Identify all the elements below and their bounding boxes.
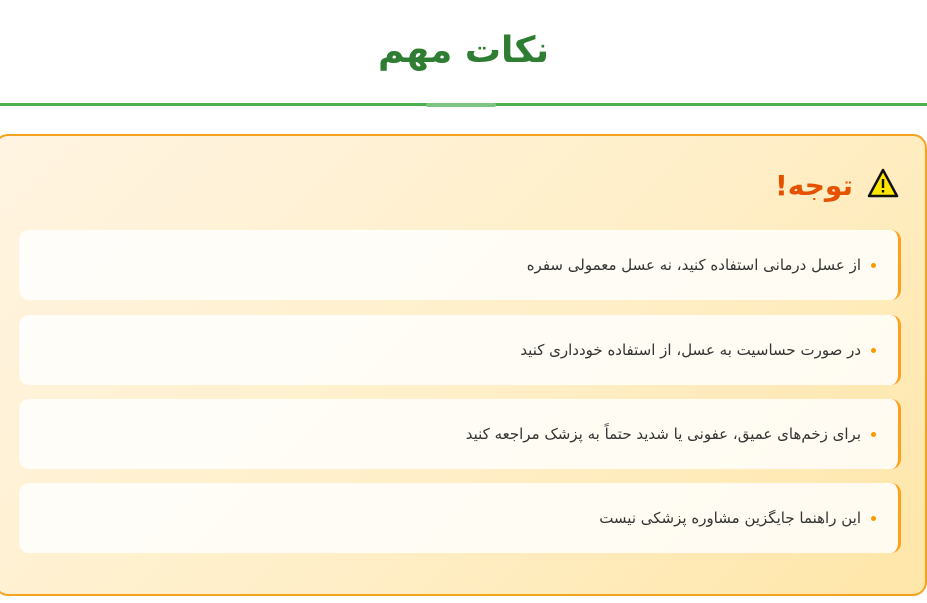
bullet-icon xyxy=(871,432,876,437)
list-item-text: این راهنما جایگزین مشاوره پزشکی نیست xyxy=(599,509,861,527)
list-item xyxy=(19,230,901,300)
list-item xyxy=(19,483,901,553)
warning-triangle-icon xyxy=(867,168,899,202)
list-item xyxy=(19,315,901,385)
warning-heading: توجه! xyxy=(775,168,853,202)
bullet-icon xyxy=(871,263,876,268)
page-title: نکات مهم xyxy=(378,30,549,71)
bullet-icon xyxy=(871,348,876,353)
list-item-text: از عسل درمانی استفاده کنید، نه عسل معمولی سفره xyxy=(526,256,861,274)
list-item-text: برای زخم‌های عمیق، عفونی یا شدید حتماً به پزشک مراجعه کنید xyxy=(465,425,861,443)
title-divider-accent xyxy=(426,103,496,107)
bullet-icon xyxy=(871,516,876,521)
list-item xyxy=(19,399,901,469)
warning-header xyxy=(775,168,899,202)
list-item-text: در صورت حساسیت به عسل، از استفاده خودداری کنید xyxy=(520,341,861,359)
